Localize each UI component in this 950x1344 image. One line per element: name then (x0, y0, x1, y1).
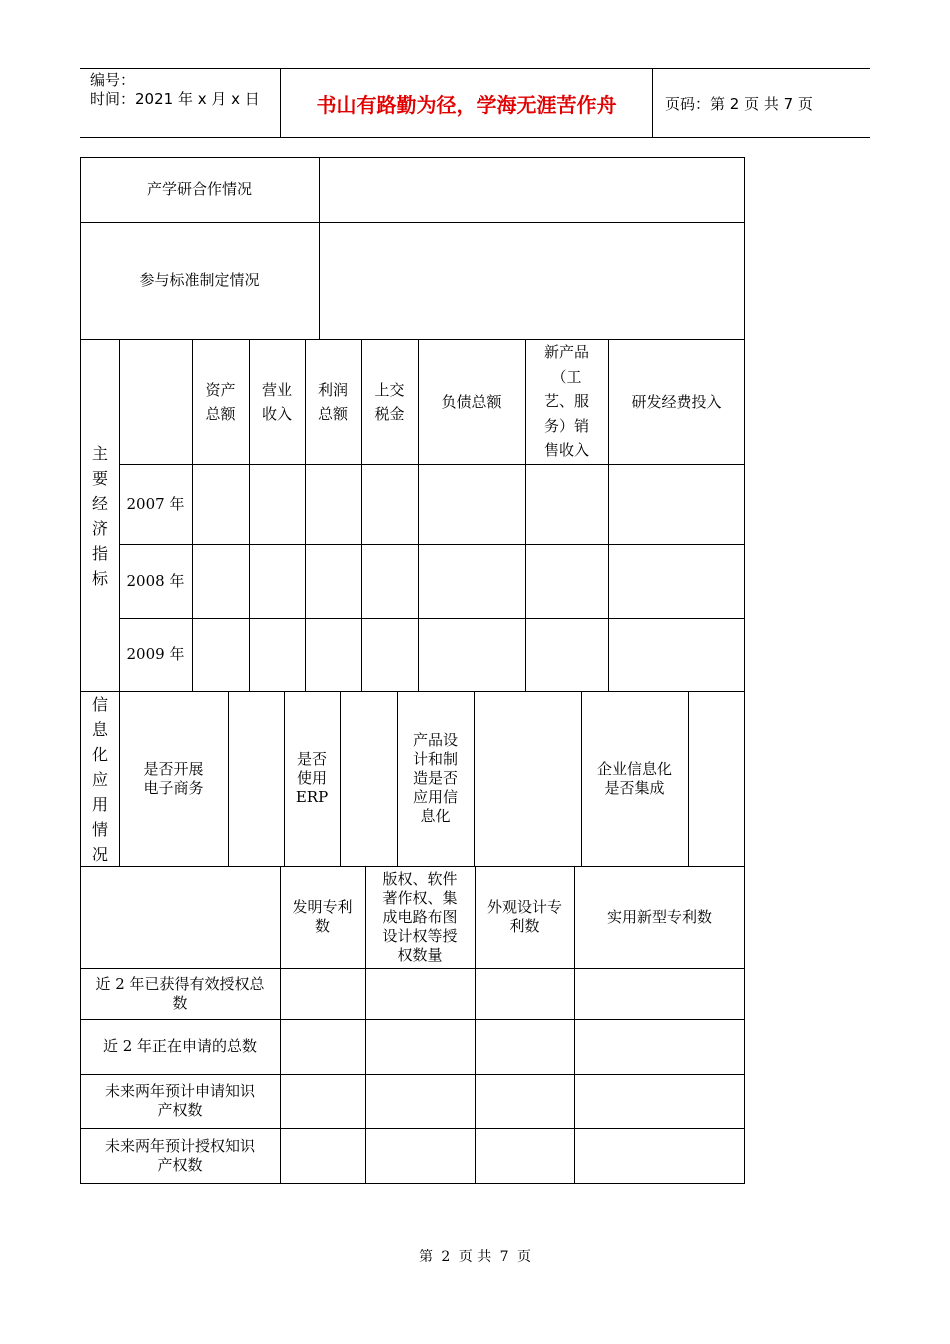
ip-row-label: 未来两年预计授权知识 产权数 (104, 1137, 255, 1174)
ip-value-cell[interactable] (281, 969, 364, 1018)
economic-col-header: 上交 税金 (374, 380, 405, 423)
cooperation-value[interactable] (320, 158, 744, 221)
design-label: 产品设 计和制 造是否 应用信 息化 (412, 731, 458, 825)
economic-col-header: 资产 总额 (205, 380, 236, 423)
footer-page: 2 (441, 1249, 451, 1265)
ip-col-header: 版权、软件 著作权、集 成电路布图 设计权等授 权数量 (382, 869, 458, 964)
economic-value-cell[interactable] (306, 619, 360, 690)
economic-value-cell[interactable] (609, 545, 744, 617)
economic-col-header: 研发经费投入 (631, 392, 722, 411)
ip-col-header: 发明专利 数 (292, 898, 353, 935)
economic-value-cell[interactable] (526, 465, 607, 543)
footer-total: 7 (499, 1249, 509, 1265)
economic-value-cell[interactable] (526, 619, 607, 690)
ip-row-label: 未来两年预计申请知识 产权数 (104, 1082, 255, 1119)
economic-value-cell[interactable] (419, 545, 524, 617)
ip-value-cell[interactable] (281, 1020, 364, 1073)
year-2007: 2007 年 (126, 494, 185, 513)
economic-col-header: 营业 收入 (261, 380, 292, 423)
ip-value-cell[interactable] (575, 969, 744, 1018)
document-header (80, 68, 870, 138)
ip-row-label: 近 2 年正在申请的总数 (102, 1037, 258, 1055)
ip-col-header: 实用新型专利数 (606, 907, 712, 926)
footer-suffix: 页 (517, 1249, 532, 1265)
year-2008: 2008 年 (126, 571, 185, 590)
economic-value-cell[interactable] (193, 545, 248, 617)
ip-value-cell[interactable] (366, 1129, 474, 1183)
economic-value-cell[interactable] (362, 465, 417, 543)
economic-value-cell[interactable] (362, 545, 417, 617)
ip-value-cell[interactable] (476, 969, 573, 1018)
economic-value-cell[interactable] (250, 465, 304, 543)
integration-label: 企业信息化 是否集成 (596, 759, 672, 797)
page-info: 页码：第 2 页 共 7 页 (665, 94, 813, 113)
economic-col-header: 利润 总额 (317, 380, 348, 423)
ip-value-cell[interactable] (575, 1020, 744, 1073)
page-footer (0, 1246, 950, 1266)
economic-side-label: 主 要 经 济 指 标 (91, 444, 108, 588)
economic-col-header: 新产品 （工 艺、服 务）销 售收入 (543, 343, 589, 460)
ip-value-cell[interactable] (366, 1075, 474, 1127)
header-meta (80, 69, 280, 137)
economic-value-cell[interactable] (609, 619, 744, 690)
ip-col-header: 外观设计专 利数 (486, 898, 562, 935)
number-label: 编号： (90, 71, 136, 89)
economic-value-cell[interactable] (419, 619, 524, 690)
economic-value-cell[interactable] (306, 465, 360, 543)
economic-value-cell[interactable] (419, 465, 524, 543)
ip-value-cell[interactable] (366, 1020, 474, 1073)
economic-value-cell[interactable] (306, 545, 360, 617)
cooperation-label: 产学研合作情况 (146, 180, 252, 198)
footer-prefix: 第 (418, 1249, 433, 1265)
economic-value-cell[interactable] (193, 465, 248, 543)
economic-col-header: 负债总额 (441, 392, 502, 411)
erp-value[interactable] (341, 692, 397, 865)
ecommerce-label: 是否开展 电子商务 (143, 759, 204, 797)
informatization-side-label: 信 息 化 应 用 情 况 (91, 695, 108, 864)
year-2009: 2009 年 (126, 645, 185, 663)
design-value[interactable] (475, 692, 581, 865)
erp-label: 是否 使用 ERP (295, 750, 329, 806)
ip-value-cell[interactable] (575, 1075, 744, 1127)
time-label: 时间：2021 年 x 月 x 日 (90, 90, 260, 108)
ecommerce-value[interactable] (229, 692, 284, 865)
footer-mid: 页 共 (458, 1249, 492, 1265)
economic-value-cell[interactable] (250, 619, 304, 690)
economic-value-cell[interactable] (526, 545, 607, 617)
motto: 书山有路勤为径，学海无涯苦作舟 (280, 69, 653, 137)
ip-value-cell[interactable] (575, 1129, 744, 1183)
economic-value-cell[interactable] (362, 619, 417, 690)
economic-value-cell[interactable] (193, 619, 248, 690)
ip-value-cell[interactable] (281, 1075, 364, 1127)
ip-row-label: 近 2 年已获得有效授权总 数 (95, 974, 265, 1012)
standards-label: 参与标准制定情况 (139, 271, 260, 289)
ip-value-cell[interactable] (476, 1075, 573, 1127)
ip-value-cell[interactable] (476, 1129, 573, 1183)
economic-value-cell[interactable] (609, 465, 744, 543)
integration-value[interactable] (689, 692, 744, 865)
ip-value-cell[interactable] (476, 1020, 573, 1073)
ip-value-cell[interactable] (281, 1129, 364, 1183)
economic-value-cell[interactable] (250, 545, 304, 617)
standards-value[interactable] (320, 223, 744, 338)
ip-value-cell[interactable] (366, 969, 474, 1018)
